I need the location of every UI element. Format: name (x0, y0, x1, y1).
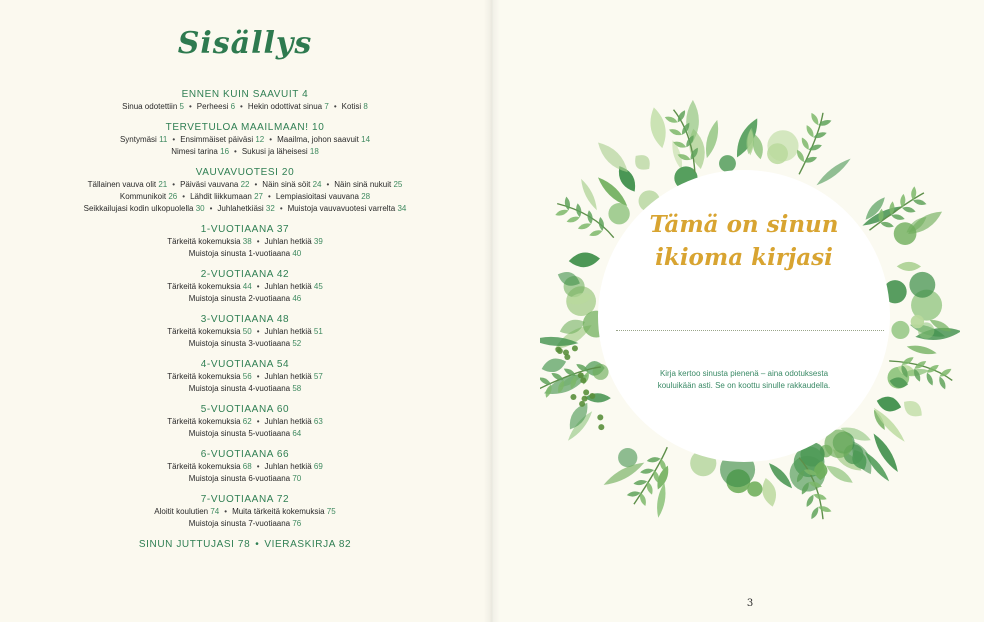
toc-entry-page: 11 (159, 135, 168, 144)
leaf-shape (805, 493, 816, 508)
toc-entry-line (0, 236, 490, 248)
eucalyptus-leaf (767, 130, 798, 161)
book-title (606, 208, 882, 274)
eucalyptus-leaf (891, 321, 909, 339)
book-subtitle (630, 368, 858, 392)
bullet-separator: • (333, 102, 337, 111)
toc-entry-page: 57 (313, 372, 323, 381)
toc-entry-title: Juhlan hetkiä (264, 372, 312, 381)
toc-entry-title: Syntymäsi (119, 135, 157, 144)
bullet-separator: • (182, 192, 186, 201)
toc-section-page: 72 (276, 494, 290, 505)
toc-section (0, 166, 490, 215)
toc-entry-page: 30 (195, 204, 205, 213)
toc-entry-page: 38 (242, 237, 252, 246)
bullet-separator: • (209, 204, 213, 213)
toc-entry-title: Muistoja vauvavuotesi varrelta (287, 204, 396, 213)
left-page (0, 0, 490, 622)
leaf-shape (645, 481, 654, 496)
toc-entry-page: 56 (242, 372, 252, 381)
toc-entry-title: Lempiasioitasi vauvana (275, 192, 359, 201)
eucalyptus-leaf (911, 315, 924, 328)
toc-entry-page: 50 (242, 327, 252, 336)
toc-final-line (0, 538, 490, 551)
toc-section-title: 1-VUOTIAANA (200, 224, 274, 235)
toc-section (0, 313, 490, 350)
toc-entry-page: 75 (326, 507, 336, 516)
toc-section-page: 42 (276, 269, 290, 280)
toc-entry-title: Tärkeitä kokemuksia (167, 237, 241, 246)
leaf-shape (911, 186, 917, 200)
table-of-contents (0, 88, 490, 551)
bullet-separator: • (224, 507, 228, 516)
toc-entry-page: 7 (324, 102, 329, 111)
book-subtitle-line-2: kouluikään asti. Se on koottu sinulle rakkaudella. (657, 381, 831, 390)
bullet-separator: • (256, 462, 260, 471)
toc-entry-line (0, 518, 490, 530)
toc-entry-line (0, 203, 490, 215)
eucalyptus-leaf (583, 389, 589, 395)
leaf-shape (586, 210, 593, 225)
toc-entry-title: Muita tärkeitä kokemuksia (232, 507, 325, 516)
toc-section-page: 20 (281, 167, 295, 178)
toc-section-heading (0, 403, 490, 416)
toc-section (0, 493, 490, 530)
toc-entry-page: 76 (292, 519, 302, 528)
toc-entry-line (0, 293, 490, 305)
bullet-separator: • (256, 372, 260, 381)
book-title-line-2: ikioma kirjasi (655, 244, 833, 271)
toc-entry-title: Muistoja sinusta 7-vuotiaana (188, 519, 291, 528)
toc-entry-title: Muistoja sinusta 2-vuotiaana (188, 294, 291, 303)
leaf-shape (554, 208, 569, 217)
toc-entry-title: Ensimmäiset päiväsi (180, 135, 254, 144)
leaf-shape (638, 492, 647, 507)
leaf-shape (897, 262, 921, 271)
bullet-separator: • (255, 539, 260, 550)
leaf-shape (640, 468, 655, 475)
bullet-separator: • (269, 135, 273, 144)
toc-section-page: 37 (276, 224, 290, 235)
leaf-shape (566, 215, 581, 224)
toc-entry-title: Hekin odottivat sinua (247, 102, 323, 111)
toc-entry-line (0, 101, 490, 113)
toc-entry-line (0, 371, 490, 383)
leaf-shape (759, 476, 779, 508)
eucalyptus-leaf (563, 350, 569, 356)
toc-entry-page: 74 (210, 507, 220, 516)
toc-entry-page: 14 (361, 135, 371, 144)
toc-entry-page: 34 (397, 204, 407, 213)
toc-entry-line (0, 383, 490, 395)
eucalyptus-leaf (598, 424, 604, 430)
toc-section-heading (0, 358, 490, 371)
page-number: 3 (746, 598, 754, 609)
eucalyptus-leaf (582, 396, 588, 402)
leaf-shape (925, 372, 935, 387)
toc-entry-title: Kommunikoit (119, 192, 167, 201)
eucalyptus-leaf (557, 348, 563, 354)
leaf-shape (655, 482, 668, 518)
leaf-shape (668, 127, 683, 137)
toc-section-heading (0, 268, 490, 281)
toc-entry-title: Juhlan hetkiä (264, 327, 312, 336)
bullet-separator: • (256, 327, 260, 336)
leaf-shape (578, 177, 600, 211)
toc-entry-title: Muistoja sinusta 6-vuotiaana (188, 474, 291, 483)
toc-entry-page: 39 (313, 237, 323, 246)
toc-entry-line (0, 473, 490, 485)
toc-entry-title: Sinua odotettiin (122, 102, 178, 111)
eucalyptus-leaf (579, 401, 585, 407)
toc-entry-page: 46 (292, 294, 302, 303)
toc-entry-title: Tällainen vauva olit (87, 180, 157, 189)
toc-section-title: 3-VUOTIAANA (200, 314, 274, 325)
toc-section-page: 54 (276, 359, 290, 370)
leaf-shape (584, 393, 610, 403)
toc-entry-title: Muistoja sinusta 3-vuotiaana (188, 339, 291, 348)
bullet-separator: • (240, 102, 243, 111)
leaf-shape (568, 251, 600, 268)
leaf-shape (900, 355, 914, 367)
toc-entry-page: 51 (313, 327, 323, 336)
leaf-shape (575, 203, 582, 218)
eucalyptus-leaf (747, 481, 762, 496)
toc-entry-page: 25 (393, 180, 403, 189)
leaf-shape (633, 479, 648, 486)
toc-entry-page: 27 (254, 192, 264, 201)
toc-entry-page: 21 (158, 180, 168, 189)
toc-section-heading (0, 313, 490, 326)
toc-entry-title: Tärkeitä kokemuksia (167, 417, 241, 426)
book-title-line-1: Tämä on sinun (649, 211, 839, 238)
toc-section-title: TERVETULOA MAAILMAAN! (165, 122, 309, 133)
toc-entry-page: 63 (313, 417, 323, 426)
toc-section-heading (0, 121, 490, 134)
bullet-separator: • (256, 417, 260, 426)
leaf-shape (588, 228, 603, 237)
toc-entry-title: Muistoja sinusta 4-vuotiaana (188, 384, 291, 393)
toc-entry-title: Juhlan hetkiä (264, 417, 312, 426)
toc-entry-line (0, 506, 490, 518)
toc-entry-page: 62 (242, 417, 252, 426)
toc-entry-title: Juhlahetkiäsi (217, 204, 264, 213)
toc-section-page: 48 (276, 314, 290, 325)
toc-entry-page: 32 (265, 204, 275, 213)
toc-entry-line (0, 134, 490, 146)
book-subtitle-line-1: Kirja kertoo sinusta pienenä – aina odotuksesta (659, 369, 829, 378)
leaf-shape (631, 151, 655, 174)
toc-section-title: ENNEN KUIN SAAVUIT (181, 89, 299, 100)
leaf-shape (598, 217, 605, 232)
eucalyptus-leaf (894, 222, 917, 245)
eucalyptus-leaf (570, 394, 576, 400)
leaf-shape (664, 115, 679, 125)
toc-section-page: 66 (276, 449, 290, 460)
toc-section (0, 403, 490, 440)
toc-section-page: 10 (312, 122, 325, 133)
toc-section-title: VAUVAVUOTESI (195, 167, 279, 178)
toc-entry-page: 8 (363, 102, 368, 111)
toc-entry-title: Muistoja sinusta 5-vuotiaana (188, 429, 291, 438)
toc-section (0, 268, 490, 305)
leaf-shape (926, 363, 940, 375)
eucalyptus-leaf (597, 414, 603, 420)
leaf-shape (809, 112, 820, 127)
leaf-shape (594, 138, 633, 177)
toc-entry-page: 45 (313, 282, 323, 291)
toc-entry-line (0, 326, 490, 338)
eucalyptus-leaf (589, 393, 595, 399)
toc-entry-title: Perheesi (196, 102, 229, 111)
toc-section-page: 78 (237, 539, 251, 550)
toc-entry-page: 26 (168, 192, 178, 201)
toc-entry-page: 22 (240, 180, 250, 189)
bullet-separator: • (234, 147, 237, 156)
bullet-separator: • (256, 282, 260, 291)
name-dotted-line (616, 330, 884, 331)
bullet-separator: • (172, 180, 176, 189)
toc-entry-page: 16 (220, 147, 230, 156)
toc-entry-title: Tärkeitä kokemuksia (167, 282, 241, 291)
eucalyptus-leaf (572, 345, 578, 351)
toc-entry-page: 12 (255, 135, 265, 144)
book-gutter (484, 0, 500, 622)
toc-entry-page: 6 (230, 102, 236, 111)
toc-entry-title: Muistoja sinusta 1-vuotiaana (188, 249, 291, 258)
toc-entry-title: Maailma, johon saavuit (277, 135, 359, 144)
leaf-shape (800, 136, 811, 151)
toc-entry-title: Sukusi ja läheisesi (241, 147, 308, 156)
toc-entry-page: 40 (292, 249, 302, 258)
toc-section-title: 6-VUOTIAANA (200, 449, 274, 460)
toc-entry-title: Juhlan hetkiä (264, 237, 312, 246)
toc-entry-page: 64 (292, 429, 302, 438)
leaf-shape (647, 106, 669, 150)
toc-entry-title: Näin sinä söit (262, 180, 311, 189)
leaf-shape (702, 119, 722, 160)
toc-entry-page: 58 (292, 384, 302, 393)
toc-section (0, 358, 490, 395)
leaf-shape (809, 506, 820, 521)
toc-section-title: 5-VUOTIAANA (200, 404, 274, 415)
toc-entry-title: Päiväsi vauvana (180, 180, 239, 189)
toc-entry-page: 5 (179, 102, 184, 111)
leaf-shape (564, 196, 571, 211)
toc-entry-page: 68 (242, 462, 252, 471)
eucalyptus-leaf (909, 272, 935, 298)
toc-entry-page: 28 (361, 192, 371, 201)
toc-section-page: 82 (338, 539, 352, 550)
toc-entry-page: 18 (309, 147, 319, 156)
toc-entry-line (0, 428, 490, 440)
toc-entry-page: 70 (292, 474, 302, 483)
toc-section-heading (0, 166, 490, 179)
toc-entry-title: Juhlan hetkiä (264, 282, 312, 291)
toc-entry-title: Tärkeitä kokemuksia (167, 372, 241, 381)
leaf-shape (540, 355, 568, 375)
bullet-separator: • (326, 180, 330, 189)
toc-entry-line (0, 179, 490, 191)
toc-entry-title: Juhlan hetkiä (264, 462, 312, 471)
toc-entry-page: 24 (312, 180, 322, 189)
toc-entry-line (0, 146, 490, 158)
toc-section-title: SINUN JUTTUJASI (138, 539, 235, 550)
toc-section-page: 60 (276, 404, 290, 415)
toc-entry-title: Kotisi (341, 102, 362, 111)
toc-title: Sisällys (177, 26, 313, 61)
toc-entry-title: Näin sinä nukuit (334, 180, 392, 189)
leaf-shape (817, 505, 832, 514)
toc-entry-line (0, 416, 490, 428)
leaf-shape (805, 124, 816, 139)
bullet-separator: • (188, 102, 192, 111)
toc-entry-title: Aloitit koulutien (154, 507, 209, 516)
toc-section (0, 223, 490, 260)
toc-entry-line (0, 338, 490, 350)
leaf-shape (901, 205, 916, 214)
toc-entry-page: 69 (313, 462, 323, 471)
leaf-shape (900, 396, 926, 421)
toc-entry-title: Nimesi tarina (171, 147, 218, 156)
toc-section-title: VIERASKIRJA (264, 539, 336, 550)
bullet-separator: • (279, 204, 283, 213)
toc-entry-line (0, 461, 490, 473)
eucalyptus-leaf (618, 448, 637, 467)
toc-entry-line (0, 281, 490, 293)
bullet-separator: • (268, 192, 271, 201)
eucalyptus-leaf (578, 372, 584, 378)
toc-section-title: 4-VUOTIAANA (200, 359, 274, 370)
toc-entry-line (0, 248, 490, 260)
bullet-separator: • (254, 180, 258, 189)
toc-entry-title: Lähdit liikkumaan (190, 192, 252, 201)
toc-entry-title: Tärkeitä kokemuksia (167, 462, 241, 471)
leaf-shape (906, 343, 937, 357)
leaf-shape (937, 376, 947, 391)
leaf-shape (900, 194, 906, 208)
toc-entry-page: 44 (242, 282, 252, 291)
toc-section-title: 7-VUOTIAANA (200, 494, 274, 505)
leaf-shape (577, 222, 592, 231)
toc-section-title: 2-VUOTIAANA (200, 269, 274, 280)
toc-entry-page: 52 (292, 339, 302, 348)
toc-entry-line (0, 191, 490, 203)
toc-section (0, 121, 490, 158)
toc-section-heading (0, 448, 490, 461)
toc-section-page: 4 (302, 89, 309, 100)
leaf-shape (646, 456, 661, 463)
leaf-shape (814, 156, 853, 188)
toc-section-heading (0, 223, 490, 236)
bullet-separator: • (172, 135, 176, 144)
toc-section-heading (0, 88, 490, 101)
toc-section (0, 448, 490, 485)
toc-entry-title: Tärkeitä kokemuksia (167, 327, 241, 336)
toc-section-heading (0, 493, 490, 506)
toc-section (0, 88, 490, 113)
toc-entry-title: Seikkailujasi kodin ulkopuolella (83, 204, 194, 213)
bullet-separator: • (256, 237, 260, 246)
